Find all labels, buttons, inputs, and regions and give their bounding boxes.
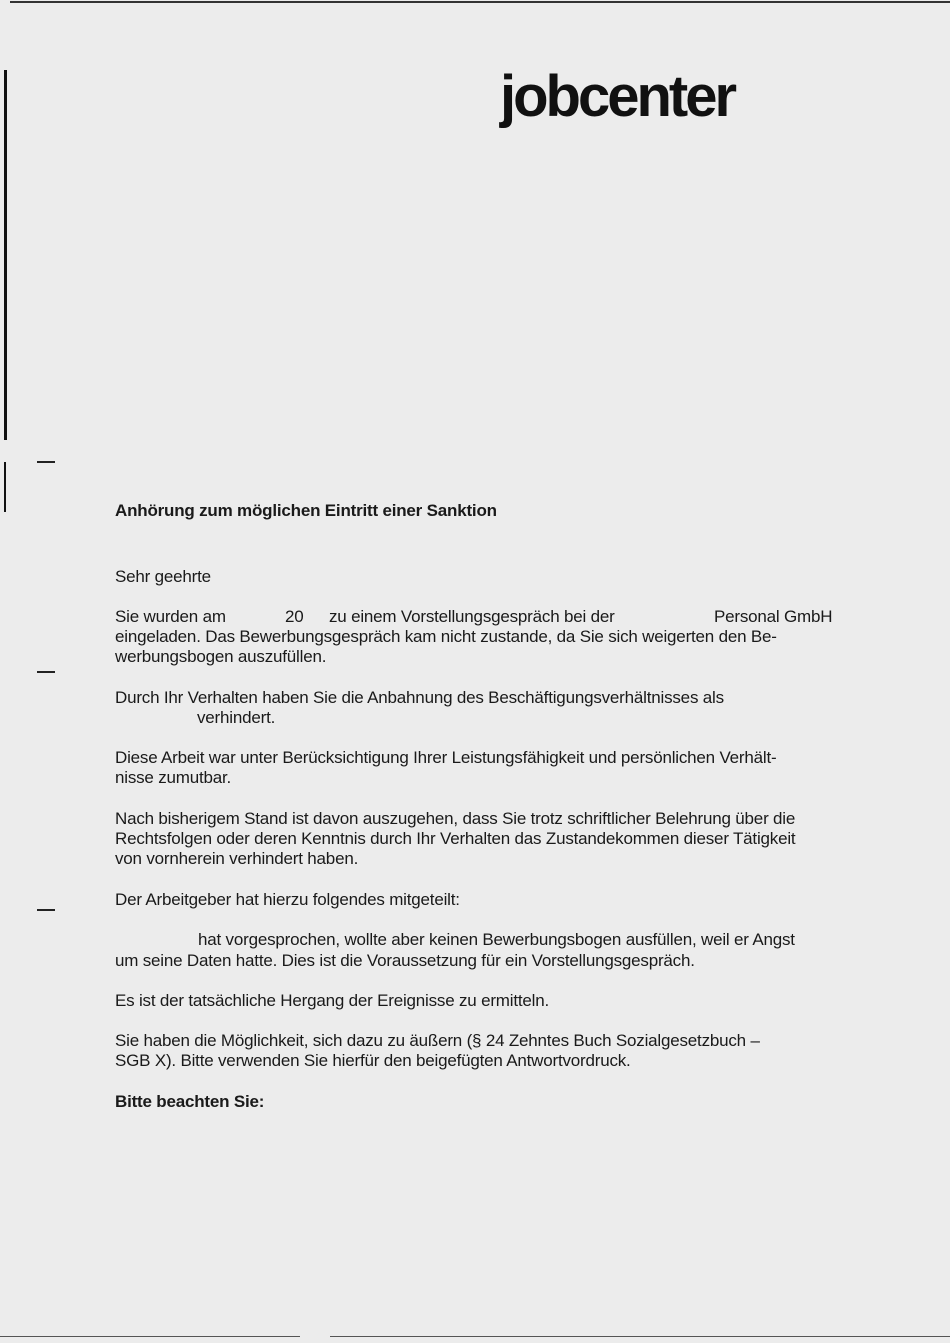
p1-text: zu einem Vorstellungsgespräch bei der [329,607,615,626]
p3-text: nisse zumutbar. [115,768,232,787]
fold-mark [37,909,55,911]
scan-bottom-edge [330,1336,950,1337]
p1-text: werbungsbogen auszufüllen. [115,647,327,666]
p2-text: Durch Ihr Verhalten haben Sie die Anbahnung des Beschäftigungsverhältnisses als [115,688,724,707]
scan-bottom-edge [0,1336,300,1337]
p1-text: Sie wurden am [115,607,226,626]
scan-top-edge [10,1,950,3]
p1-text: eingeladen. Das Bewerbungsgespräch kam nicht zustande, da Sie sich weigerten den Be- [115,627,777,646]
scan-left-edge-lower [4,462,6,512]
p4-text: Rechtsfolgen oder deren Kenntnis durch Ihr Verhalten das Zustandekommen dieser Tätigkeit [115,829,796,848]
p8-text: Sie haben die Möglichkeit, sich dazu zu äußern (§ 24 Zehntes Buch Sozialgesetzbuch – [115,1031,760,1050]
p7-text: Es ist der tatsächliche Hergang der Ereignisse zu ermitteln. [115,991,549,1010]
note-heading: Bitte beachten Sie: [115,1092,265,1111]
scan-left-edge [4,70,7,440]
p6-text: hat vorgesprochen, wollte aber keinen Bewerbungsbogen ausfüllen, weil er Angst [198,930,795,949]
p4-text: von vornherein verhindert haben. [115,849,359,868]
punch-mark [37,671,55,673]
p6-text: um seine Daten hatte. Dies ist die Voraussetzung für ein Vorstellungsgespräch. [115,951,695,970]
p3-text: Diese Arbeit war unter Berücksichtigung Ihrer Leistungsfähigkeit und persönlichen Verhält- [115,748,777,767]
p4-text: Nach bisherigem Stand ist davon auszugehen, dass Sie trotz schriftlicher Belehrung über die [115,809,796,828]
p1-date-fragment: 20 [285,607,304,626]
salutation: Sehr geehrte [115,567,211,586]
fold-mark [37,461,55,463]
p5-text: Der Arbeitgeber hat hierzu folgendes mitgeteilt: [115,890,460,909]
subject-line: Anhörung zum möglichen Eintritt einer Sanktion [115,501,497,520]
p8-text: SGB X). Bitte verwenden Sie hierfür den beigefügten Antwortvordruck. [115,1051,631,1070]
p2-text: verhindert. [197,708,276,727]
p1-company: Personal GmbH [714,607,833,626]
jobcenter-logo: jobcenter [500,64,735,129]
